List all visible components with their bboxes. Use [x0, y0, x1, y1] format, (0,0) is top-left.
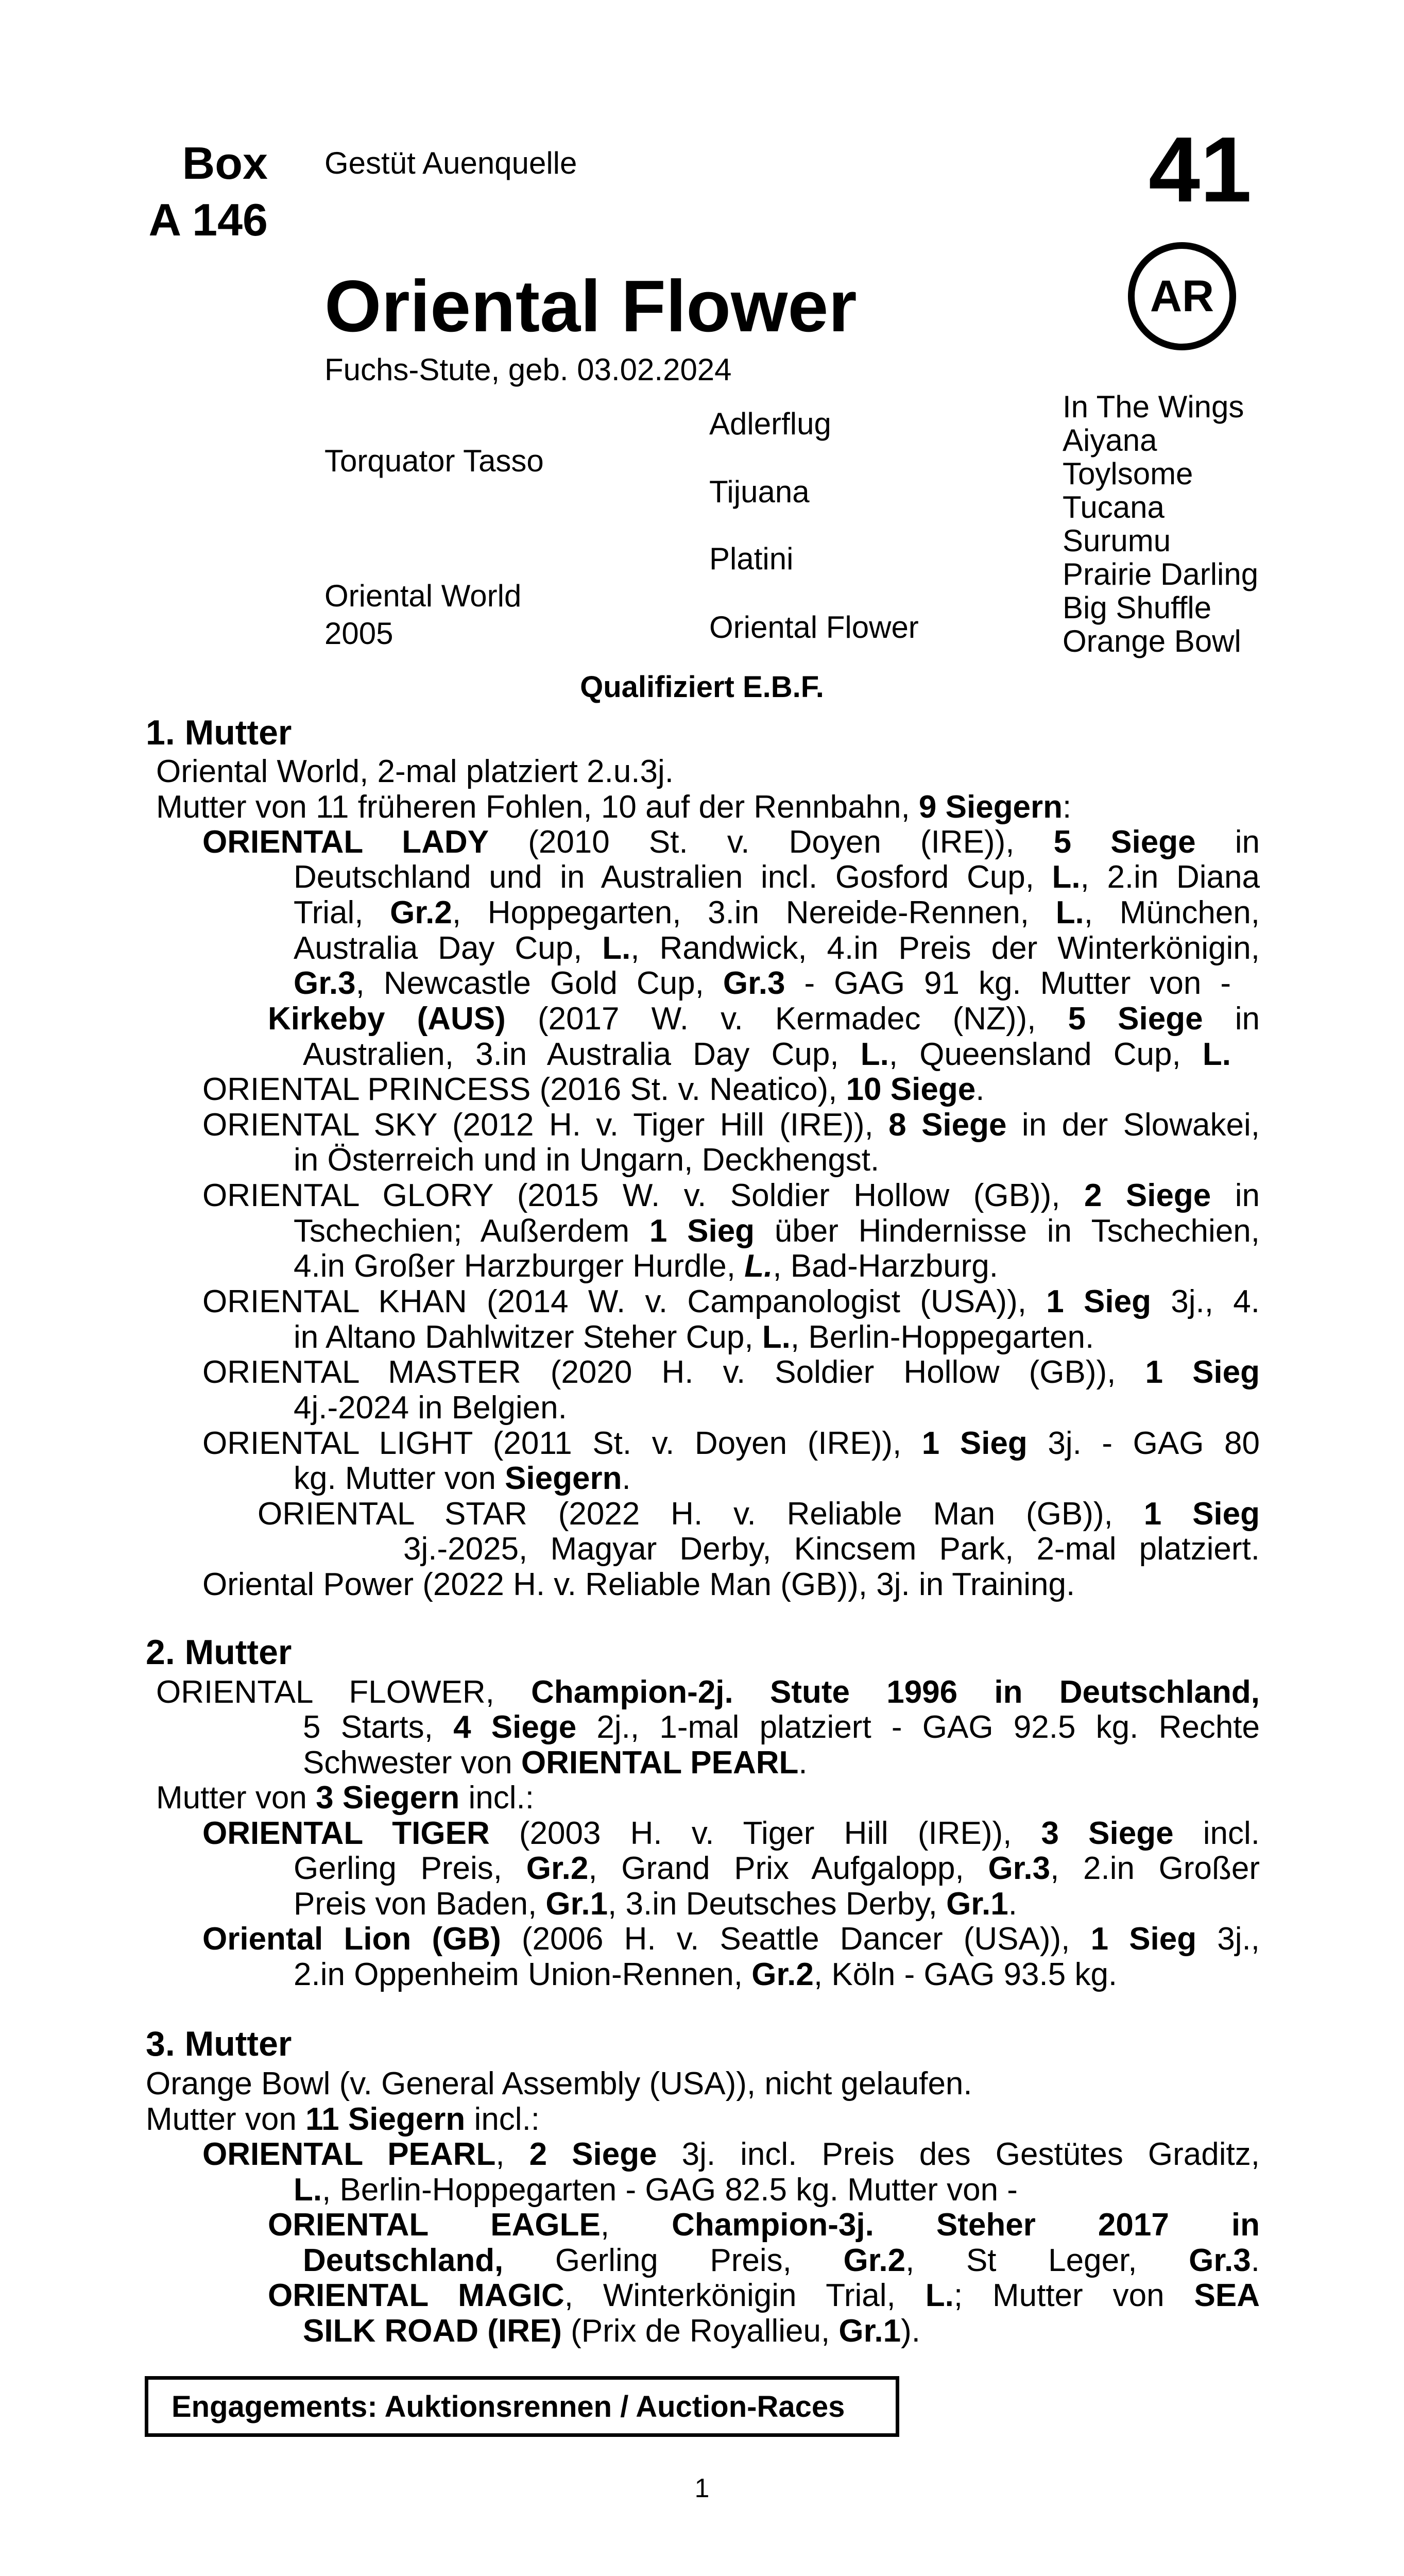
text-line — [294, 1142, 879, 1178]
bold-text: 3 Siege — [1041, 1816, 1174, 1851]
text-line — [202, 1816, 1260, 1852]
bold-text: Deutschland, — [303, 2243, 504, 2278]
text-span: 3j.-2025, Magyar Derby, Kincsem Park, 2-mal platziert. — [403, 1531, 1260, 1567]
pedigree-great-grandparent: In The Wings — [1063, 389, 1244, 424]
text-span: ORIENTAL MASTER (2020 H. v. Soldier Hollow (GB)), — [202, 1354, 1145, 1390]
text-span: 4.in Großer Harzburger Hurdle, — [294, 1248, 745, 1284]
text-span: , Berlin-Hoppegarten - GAG 82.5 kg. Mutter von - — [322, 2172, 1018, 2208]
text-line — [403, 1531, 1260, 1567]
bold-text: 9 Siegern — [918, 789, 1063, 825]
pedigree-grandparent: Tijuana — [709, 474, 810, 509]
text-span: , Grand Prix Aufgalopp, — [588, 1851, 988, 1886]
bold-text: Siegern — [505, 1461, 622, 1496]
bold-text: Gr.1 — [545, 1886, 608, 1922]
text-span: ). — [901, 2313, 920, 2349]
bold-text: 8 Siege — [888, 1107, 1007, 1143]
text-span: , München, — [1084, 895, 1260, 930]
text-span: (2003 H. v. Tiger Hill (IRE)), — [489, 1816, 1041, 1851]
text-span: ORIENTAL KHAN (2014 W. v. Campanologist (USA)), — [202, 1284, 1047, 1319]
bold-text: L. — [1052, 859, 1081, 895]
text-span: , — [495, 2137, 529, 2172]
bold-text: Gr.1 — [946, 1886, 1008, 1922]
bold-text: 1 Sieg — [649, 1213, 755, 1249]
text-span: Mutter von 11 früheren Fohlen, 10 auf der Rennbahn, — [156, 789, 919, 825]
text-span: , Bad-Harzburg. — [773, 1248, 998, 1284]
text-line — [202, 1567, 1075, 1603]
text-span: Schwester von — [303, 1745, 521, 1781]
bold-text: 5 Siege — [1053, 824, 1196, 860]
text-span: in Altano Dahlwitzer Steher Cup, — [294, 1319, 762, 1355]
bold-text: Gr.3 — [723, 965, 785, 1001]
bold-text: 1 Sieg — [1145, 1354, 1260, 1390]
text-line — [294, 1461, 631, 1497]
text-span: ORIENTAL PRINCESS (2016 St. v. Neatico), — [202, 1072, 846, 1107]
text-span: Oriental Power (2022 H. v. Reliable Man (GB)), 3j. in Training. — [202, 1567, 1075, 1602]
bold-text: L. — [1055, 895, 1084, 930]
bold-text: 10 Siege — [846, 1072, 976, 1107]
text-line — [202, 1426, 1260, 1462]
text-span: in — [1211, 1178, 1260, 1213]
text-line — [303, 1745, 808, 1781]
text-span: ORIENTAL LIGHT (2011 St. v. Doyen (IRE)), — [202, 1426, 922, 1461]
pedigree-sire: Torquator Tasso — [324, 444, 544, 478]
text-line — [202, 1354, 1260, 1391]
text-line — [294, 1319, 1094, 1355]
lot-number: 41 — [1149, 118, 1252, 222]
text-line — [156, 789, 1071, 825]
pedigree-grandparent: Platini — [709, 541, 794, 576]
text-line — [202, 2137, 1260, 2173]
pedigree-great-grandparent: Prairie Darling — [1063, 557, 1259, 591]
bold-text: ORIENTAL PEARL — [202, 2137, 496, 2172]
pedigree-great-grandparents — [1063, 390, 1258, 658]
text-span: ORIENTAL SKY (2012 H. v. Tiger Hill (IRE)), — [202, 1107, 889, 1143]
text-line — [268, 2207, 1260, 2243]
text-span: ORIENTAL FLOWER, — [156, 1674, 532, 1710]
section-heading: 2. Mutter — [146, 1633, 292, 1672]
text-line — [294, 1957, 1117, 1993]
text-span: incl. — [1173, 1816, 1260, 1851]
text-span: . — [1008, 1886, 1017, 1922]
bold-text: SILK ROAD (IRE) — [303, 2313, 562, 2349]
text-line — [268, 1001, 1260, 1037]
qualification-note: Qualifiziert E.B.F. — [580, 670, 824, 704]
bold-text: ORIENTAL LADY — [202, 824, 489, 860]
bold-text: Kirkeby (AUS) — [268, 1001, 506, 1037]
bold-text: L. — [602, 930, 631, 966]
text-span: , Queensland Cup, — [888, 1037, 1203, 1072]
text-line — [294, 1390, 567, 1426]
text-span: 2.in Oppenheim Union-Rennen, — [294, 1957, 752, 1992]
text-line — [294, 1851, 1260, 1887]
pedigree-grandparent: Adlerflug — [709, 406, 831, 441]
bold-text: Champion-3j. Steher 2017 in — [672, 2207, 1260, 2243]
ar-badge-label: AR — [1150, 271, 1214, 321]
text-span: 2j., 1-mal platziert - GAG 92.5 kg. Rechte — [576, 1709, 1260, 1745]
text-span: 3j., — [1196, 1921, 1260, 1957]
text-line — [156, 1780, 534, 1816]
box-number: A 146 — [148, 194, 268, 245]
text-span: Tschechien; Außerdem — [294, 1213, 649, 1249]
pedigree-great-grandparent: Toylsome — [1063, 456, 1193, 491]
pedigree-dam-year: 2005 — [324, 616, 393, 651]
section-heading: 3. Mutter — [146, 2024, 292, 2063]
bold-text: Gr.2 — [751, 1957, 814, 1992]
bold-text: L. — [744, 1248, 773, 1284]
text-line — [294, 1886, 1017, 1922]
text-line — [303, 1037, 1231, 1073]
text-line — [303, 2313, 920, 2349]
text-line — [202, 1921, 1260, 1957]
bold-text: Gr.3 — [988, 1851, 1051, 1886]
text-span: kg. Mutter von — [294, 1461, 505, 1496]
bold-text: 3 Siegern — [316, 1780, 460, 1816]
engagements-label: Engagements: Auktionsrennen / Auction-Races — [172, 2389, 845, 2424]
text-span: Orange Bowl (v. General Assembly (USA)), nicht gelaufen. — [146, 2066, 972, 2102]
text-span: (Prix de Royallieu, — [561, 2313, 839, 2349]
bold-text: 1 Sieg — [921, 1426, 1028, 1461]
bold-text: L. — [925, 2278, 954, 2313]
pedigree-great-grandparent: Big Shuffle — [1063, 590, 1212, 625]
text-line — [268, 2278, 1260, 2314]
horse-name: Oriental Flower — [324, 265, 857, 347]
text-span: incl.: — [459, 1780, 534, 1816]
text-span: Gerling Preis, — [294, 1851, 526, 1886]
bold-text: 4 Siege — [453, 1709, 577, 1745]
text-line — [294, 895, 1260, 931]
text-span: . — [622, 1461, 631, 1496]
text-span: über Hindernisse in Tschechien, — [755, 1213, 1260, 1249]
text-line — [156, 754, 674, 790]
engagements-box — [145, 2376, 899, 2437]
text-line — [146, 2066, 972, 2102]
text-span: Mutter von — [156, 1780, 316, 1816]
text-span: Gerling Preis, — [503, 2243, 844, 2278]
text-span: (2006 H. v. Seattle Dancer (USA)), — [501, 1921, 1091, 1957]
text-span: , Berlin-Hoppegarten. — [790, 1319, 1094, 1355]
text-span: ORIENTAL GLORY (2015 W. v. Soldier Hollow (GB)), — [202, 1178, 1084, 1213]
bold-text: Gr.1 — [838, 2313, 901, 2349]
text-span: in — [1203, 1001, 1260, 1037]
bold-text: Gr.2 — [390, 895, 452, 930]
text-line — [202, 1072, 984, 1108]
text-span: Australien, 3.in Australia Day Cup, — [303, 1037, 861, 1072]
text-line — [294, 965, 1231, 1002]
text-span: . — [798, 1745, 808, 1781]
pedigree-great-grandparent: Tucana — [1063, 490, 1165, 524]
text-span: Deutschland und in Australien incl. Gosford Cup, — [294, 859, 1052, 895]
text-span: (2017 W. v. Kermadec (NZ)), — [505, 1001, 1068, 1037]
section-heading: 1. Mutter — [146, 713, 292, 752]
text-span: Trial, — [294, 895, 390, 930]
text-line — [294, 859, 1260, 895]
text-span: : — [1063, 789, 1072, 825]
text-span: , Hoppegarten, 3.in Nereide-Rennen, — [452, 895, 1056, 930]
text-span: Mutter von — [146, 2102, 306, 2137]
text-span: - GAG 91 kg. Mutter von - — [785, 965, 1231, 1001]
text-span: in — [1195, 824, 1260, 860]
text-span: , Köln - GAG 93.5 kg. — [813, 1957, 1118, 1992]
bold-text: Gr.3 — [1189, 2243, 1251, 2278]
text-line — [294, 1213, 1260, 1249]
bold-text: 11 Siegern — [305, 2102, 466, 2137]
text-line — [294, 1248, 998, 1284]
text-span: 3j., 4. — [1151, 1284, 1260, 1319]
text-span: 3j. - GAG 80 — [1027, 1426, 1260, 1461]
text-span: 4j.-2024 in Belgien. — [294, 1390, 567, 1426]
text-span: , 2.in Großer — [1050, 1851, 1260, 1886]
bold-text: 5 Siege — [1068, 1001, 1203, 1037]
text-span: . — [975, 1072, 985, 1107]
text-line — [202, 1284, 1260, 1320]
bold-text: 1 Sieg — [1090, 1921, 1197, 1957]
text-span: ; Mutter von — [953, 2278, 1194, 2313]
text-span: in Österreich und in Ungarn, Deckhengst. — [294, 1142, 880, 1178]
text-line — [294, 930, 1260, 967]
bold-text: Gr.3 — [294, 965, 356, 1001]
text-line — [303, 2243, 1260, 2279]
bold-text: Champion-2j. Stute 1996 in Deutschland, — [531, 1674, 1260, 1710]
text-line — [258, 1496, 1260, 1532]
bold-text: L. — [860, 1037, 889, 1072]
bold-text: 2 Siege — [529, 2137, 657, 2172]
bold-text: L. — [294, 2172, 322, 2208]
text-line — [294, 2172, 1018, 2208]
text-span: (2010 St. v. Doyen (IRE)), — [489, 824, 1054, 860]
bold-text: ORIENTAL MAGIC — [268, 2278, 564, 2313]
text-span: , 3.in Deutsches Derby, — [608, 1886, 947, 1922]
text-span: Australia Day Cup, — [294, 930, 603, 966]
page-number: 1 — [694, 2473, 710, 2503]
bold-text: 1 Sieg — [1046, 1284, 1151, 1319]
text-line — [202, 824, 1260, 860]
bold-text: ORIENTAL TIGER — [202, 1816, 490, 1851]
text-span: , Newcastle Gold Cup, — [355, 965, 723, 1001]
text-span: in der Slowakei, — [1006, 1107, 1260, 1143]
text-span: 3j. incl. Preis des Gestütes Graditz, — [657, 2137, 1260, 2172]
text-line — [146, 2102, 540, 2138]
text-span: , Winterkönigin Trial, — [564, 2278, 926, 2313]
pedigree-grandparent: Oriental Flower — [709, 610, 919, 645]
pedigree-great-grandparent: Aiyana — [1063, 423, 1157, 457]
text-line — [156, 1674, 1260, 1710]
pedigree-dam: Oriental World — [324, 579, 522, 613]
text-span: . — [1251, 2243, 1260, 2278]
text-span: , St Leger, — [905, 2243, 1189, 2278]
bold-text: 1 Sieg — [1143, 1496, 1260, 1532]
horse-description: Fuchs-Stute, geb. 03.02.2024 — [324, 352, 732, 387]
text-span: 5 Starts, — [303, 1709, 454, 1745]
box-label: Box — [182, 138, 268, 189]
bold-text: ORIENTAL PEARL — [521, 1745, 799, 1781]
text-span: Preis von Baden, — [294, 1886, 546, 1922]
text-span: Oriental World, 2-mal platziert 2.u.3j. — [156, 754, 674, 789]
bold-text: Gr.2 — [843, 2243, 906, 2278]
bold-text: Oriental Lion (GB) — [202, 1921, 501, 1957]
text-line — [202, 1107, 1260, 1143]
pedigree-great-grandparent: Orange Bowl — [1063, 624, 1241, 658]
text-span: , Randwick, 4.in Preis der Winterkönigin, — [630, 930, 1260, 966]
bold-text: L. — [1202, 1037, 1231, 1072]
bold-text: 2 Siege — [1084, 1178, 1211, 1213]
text-span: , 2.in Diana — [1080, 859, 1260, 895]
bold-text: ORIENTAL EAGLE — [268, 2207, 601, 2243]
bold-text: Gr.2 — [526, 1851, 589, 1886]
bold-text: SEA — [1194, 2278, 1260, 2313]
ar-badge — [1128, 242, 1236, 350]
text-span: , — [600, 2207, 672, 2243]
breeder: Gestüt Auenquelle — [324, 146, 577, 180]
bold-text: L. — [762, 1319, 791, 1355]
text-span: ORIENTAL STAR (2022 H. v. Reliable Man (GB)), — [258, 1496, 1144, 1532]
pedigree-great-grandparent: Surumu — [1063, 523, 1171, 558]
text-span: incl.: — [465, 2102, 540, 2137]
text-line — [202, 1178, 1260, 1214]
text-line — [303, 1709, 1260, 1745]
